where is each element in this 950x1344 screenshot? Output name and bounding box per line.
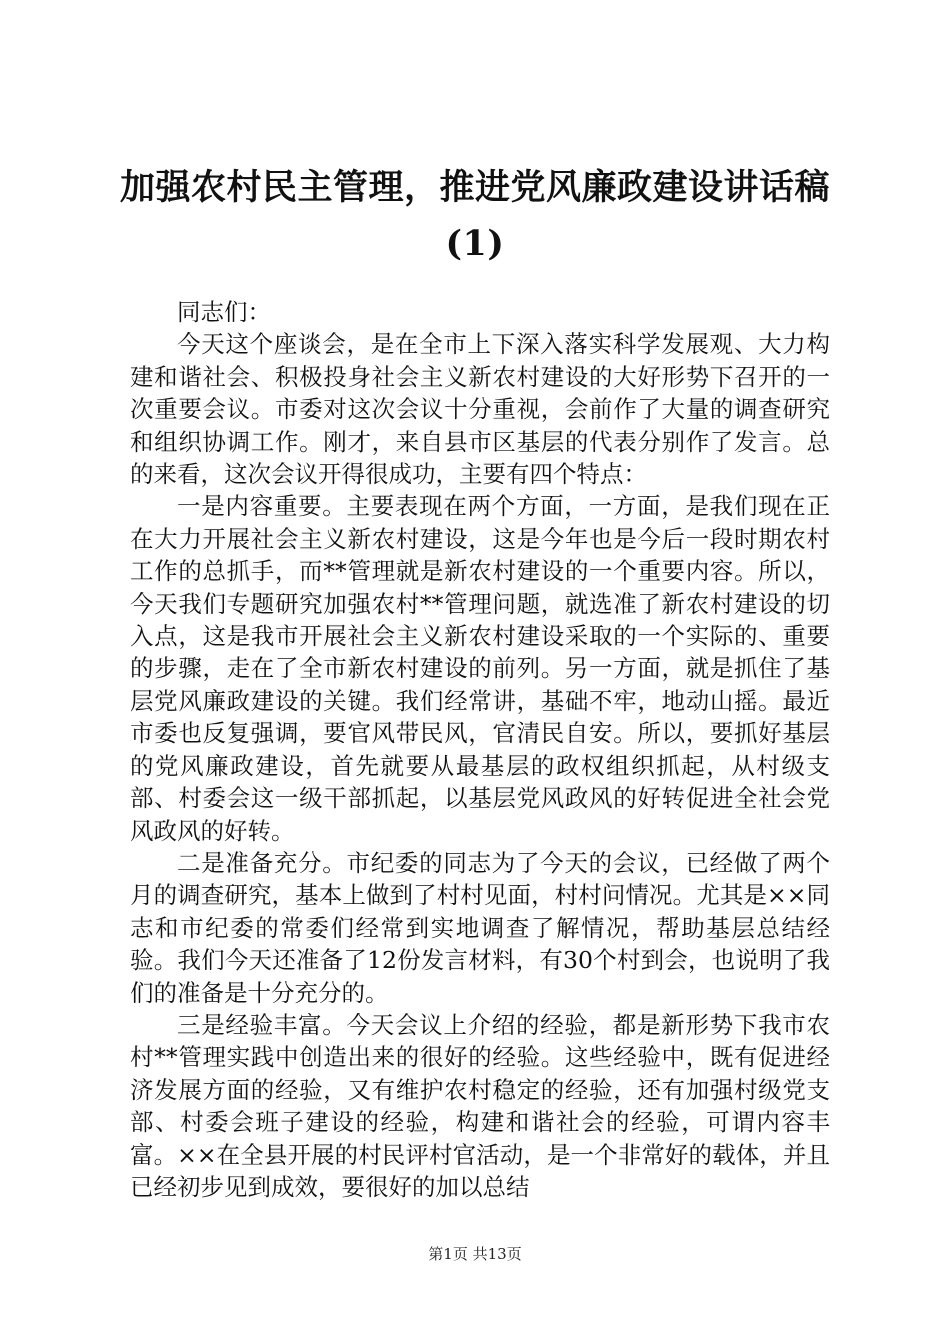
paragraph: 一是内容重要。主要表现在两个方面，一方面，是我们现在正在大力开展社会主义新农村建设，这是今年也是今后一段时期农村工作的总抓手，而**管理就是新农村建设的一个重要内容。所以，今天我们专题研究加强农村**管理问题，就选准了新农村建设的切入点，这是我市开展社会主义新农村建设采取的一个实际的、重要的步骤，走在了全市新农村建设的前列。另一方面，就是抓住了基层党风廉政建设的关键。我们经常讲，基础不牢，地动山摇。最近市委也反复强调，要官风带民风，官清民自安。所以，要抓好基层的党风廉政建设，首先就要从最基层的政权组织抓起，从村级支部、村委会这一级干部抓起，以基层党风政风的好转促进全社会党风政风的好转。: [130, 492, 830, 845]
paragraph: 三是经验丰富。今天会议上介绍的经验，都是新形势下我市农村**管理实践中创造出来的很好的经验。这些经验中，既有促进经济发展方面的经验，又有维护农村稳定的经验，还有加强村级党支部、村委会班子建设的经验，构建和谐社会的经验，可谓内容丰富。××在全县开展的村民评村官活动，是一个非常好的载体，并且已经初步见到成效，要很好的加以总结: [130, 1010, 830, 1201]
document-body: [130, 296, 830, 1203]
document-title: [110, 160, 840, 272]
greeting: 同志们：: [177, 298, 271, 326]
paragraph: 今天这个座谈会，是在全市上下深入落实科学发展观、大力构建和谐社会、积极投身社会主义新农村建设的大好形势下召开的一次重要会议。市委对这次会议十分重视，会前作了大量的调查研究和组织协调工作。刚才，来自县市区基层的代表分别作了发言。总的来看，这次会议开得很成功，主要有四个特点：: [130, 330, 830, 489]
title-line-1: 加强农村民主管理，推进党风廉政建设讲话稿: [119, 167, 830, 208]
paragraph: 二是准备充分。市纪委的同志为了今天的会议，已经做了两个月的调查研究，基本上做到了村村见面，村村问情况。尤其是××同志和市纪委的常委们经常到实地调查了解情况，帮助基层总结经验。我们今天还准备了12份发言材料，有30个村到会，也说明了我们的准备是十分充分的。: [130, 848, 830, 1007]
page-number-footer: 第1页 共13页: [428, 1245, 522, 1263]
title-line-2: (1): [445, 223, 505, 264]
